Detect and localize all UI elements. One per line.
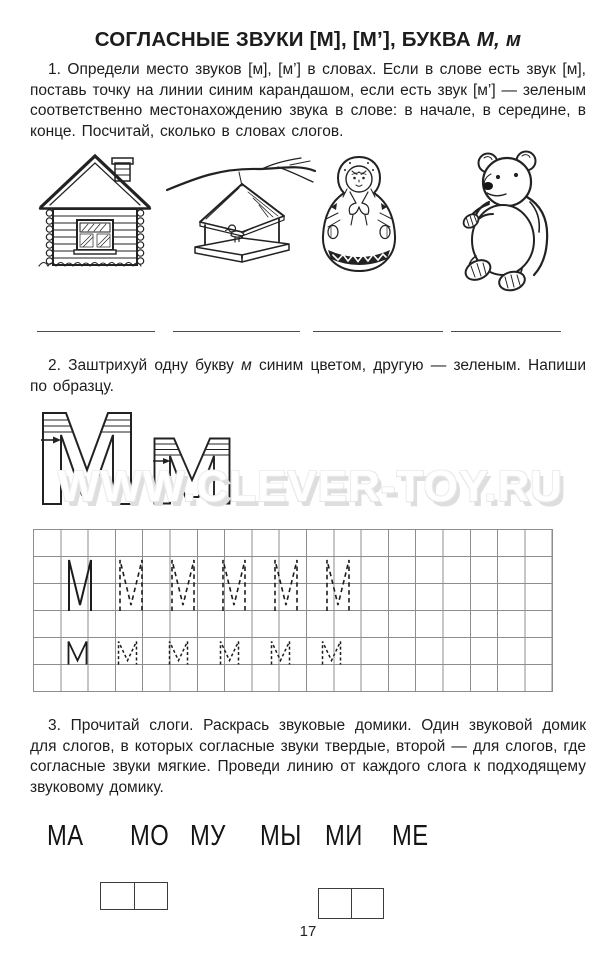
answer-line (451, 331, 561, 332)
answer-line (37, 331, 155, 332)
page-title-letters: М, м (476, 28, 522, 51)
sound-house-box (100, 882, 168, 910)
trace-letter-lowercase-dashed (270, 640, 291, 666)
box-divider (351, 889, 352, 918)
task2-text-end: синим цветом, другую — зеленым. Напиши по образцу. (30, 357, 586, 395)
teddy-bear-drawing (446, 150, 558, 292)
task1-text: 1. Определи место звуков [м], [м’] в словах. Если в слове есть звук [м], поставь точку на линии синим карандашом, если есть звук [м’] — зеленым соответственно местонахождению звука в слове: в начале, в середине, в конце. Посчитай, сколько в словах слогов. (30, 61, 586, 140)
bird-feeder-drawing (166, 156, 316, 264)
answer-line (173, 331, 300, 332)
syllable-my: МЫ (260, 820, 302, 852)
trace-letter-lowercase-dashed (168, 640, 189, 666)
task3-text: 3. Прочитай слоги. Раскрась звуковые домики. Один звуковой домик для слогов, в которых согласные звуки твердые, второй — для слогов, где согласные звуки мягкие. Проведи линию от каждого слога к подходящему звуковому домику. (30, 717, 586, 796)
trace-letter-uppercase-dashed (325, 558, 351, 613)
task3-instructions (30, 716, 586, 798)
matryoshka-drawing (319, 153, 399, 277)
log-house-drawing (36, 150, 154, 276)
trace-letter-uppercase-dashed (273, 558, 299, 613)
watermark: WWW.CLEVER-TOY.RU (58, 462, 564, 511)
trace-letter-lowercase-dashed (117, 640, 138, 666)
task2-text-start: 2. Заштрихуй одну букву (48, 357, 242, 374)
trace-letter-uppercase-solid (67, 558, 93, 613)
page-number: 17 (299, 923, 317, 940)
practice-grid (33, 529, 553, 692)
syllable-mu: МУ (190, 820, 226, 852)
trace-letter-lowercase-dashed (321, 640, 342, 666)
trace-letter-lowercase-dashed (219, 640, 240, 666)
page-title (0, 28, 616, 52)
trace-letter-lowercase-solid (67, 640, 88, 666)
task1-instructions (30, 60, 586, 142)
answer-line (313, 331, 443, 332)
trace-letter-uppercase-dashed (170, 558, 196, 613)
trace-letter-uppercase-dashed (221, 558, 247, 613)
page-title-text: СОГЛАСНЫЕ ЗВУКИ [М], [М’], БУКВА (94, 28, 477, 51)
trace-letter-uppercase-dashed (118, 558, 144, 613)
syllable-ma: МА (47, 820, 84, 852)
sound-house-box (318, 888, 384, 919)
syllable-mi: МИ (325, 820, 363, 852)
syllable-me: МЕ (392, 820, 429, 852)
box-divider (134, 883, 135, 909)
syllable-mo: МО (130, 820, 170, 852)
task2-instructions (30, 356, 586, 397)
task2-letter-emphasis: м (241, 357, 252, 374)
